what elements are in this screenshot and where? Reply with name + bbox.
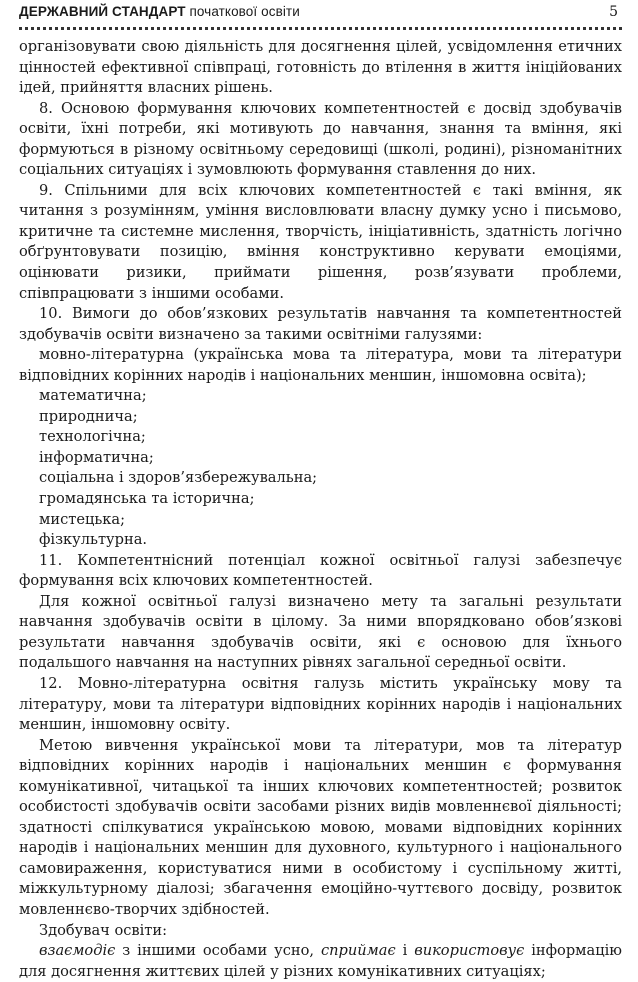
header-title — [19, 4, 300, 19]
list-item: природнича; — [39, 407, 138, 425]
text-run: і — [395, 942, 415, 960]
emphasis-word: взаємодіє — [39, 942, 116, 960]
running-header — [19, 4, 622, 24]
page-number: 5 — [609, 4, 618, 20]
paragraph: Здобувач освіти: — [39, 921, 168, 939]
body-text — [19, 37, 622, 982]
list-item: громадянська та історична; — [39, 490, 255, 508]
paragraph: Метою вивчення української мови та літератури, мов та літератур відповідних корінних народів і національних меншин є формування комунікативної, читацької та інших ключових компетентностей; розвиток особистості здобувачів освіти засобами різних видів мовленнєвої діяльності; здатності спілкуватися українською мовою, мовами відповідних корінних народів і національних меншин для духовного, культурного і національного самовираження, користуватися ними в особистому і суспільному житті, міжкультурному діалозі; збагачення емоційно-чуттєвого досвіду, розвиток мовленнєво-творчих здібностей. — [19, 736, 622, 918]
list-item: математична; — [39, 387, 147, 405]
header-title-bold: ДЕРЖАВНИЙ СТАНДАРТ — [19, 4, 186, 19]
paragraph: 11. Компетентнісний потенціал кожної освітньої галузі забезпечує формування всіх ключових компетентностей. — [19, 551, 622, 590]
list-item: інформатична; — [39, 448, 154, 466]
header-title-rest: початкової освіти — [185, 4, 300, 19]
header-divider — [19, 27, 622, 30]
text-run: з іншими особами усно, — [115, 942, 321, 960]
paragraph: 10. Вимоги до обов’язкових результатів навчання та компетентностей здобувачів освіти визначено за такими освітніми галузями: — [19, 305, 622, 343]
emphasis-word: сприймає — [320, 942, 396, 960]
paragraph: мовно-літературна (українська мова та література, мови та літератури відповідних корінних народів і національних меншин, іншомовна освіта); — [19, 346, 622, 384]
list-item: мистецька; — [39, 510, 126, 528]
paragraph: Для кожної освітньої галузі визначено мету та загальні результати навчання здобувачів освіти в цілому. За ними впорядковано обов’язкові результати навчання здобувачів освіти, які є основою для їхнього подальшого навчання на наступних рівнях загальної середньої освіти. — [19, 592, 622, 672]
paragraph: 8. Основою формування ключових компетентностей є досвід здобувачів освіти, їхні потреби, які мотивують до навчання, знання та вміння, які формуються в різному освітньому середовищі (школі, родині), різноманітних соціальних ситуаціях і зумовлюють формування ставлення до них. — [19, 99, 622, 179]
list-item: технологічна; — [39, 428, 146, 446]
list-item: соціальна і здоров’язбережувальна; — [39, 469, 318, 487]
paragraph: 9. Спільними для всіх ключових компетентностей є такі вміння, як читання з розумінням, уміння висловлювати власну думку усно і письмово, критичне та системне мислення, творчість, ініціативність, здатність логічно обґрунтовувати позицію, вміння конструктивно керувати емоціями, оцінювати ризики, приймати рішення, розв’язувати проблеми, співпрацювати з іншими особами. — [19, 181, 622, 302]
paragraph: організовувати свою діяльність для досягнення цілей, усвідомлення етичних цінностей ефективної співпраці, готовність до втілення в життя ініційованих ідей, прийняття власних рішень. — [19, 38, 622, 97]
list-item: фізкультурна. — [39, 531, 148, 549]
paragraph-last — [19, 941, 622, 982]
emphasis-word: використовує — [414, 942, 525, 960]
paragraph: 12. Мовно-літературна освітня галузь містить українську мову та літературу, мови та літератури відповідних корінних народів і національних меншин, іншомовну освіту. — [19, 674, 622, 734]
text-run: інформацію для досягнення життєвих цілей у різних комунікативних ситуаціях; — [19, 942, 622, 980]
